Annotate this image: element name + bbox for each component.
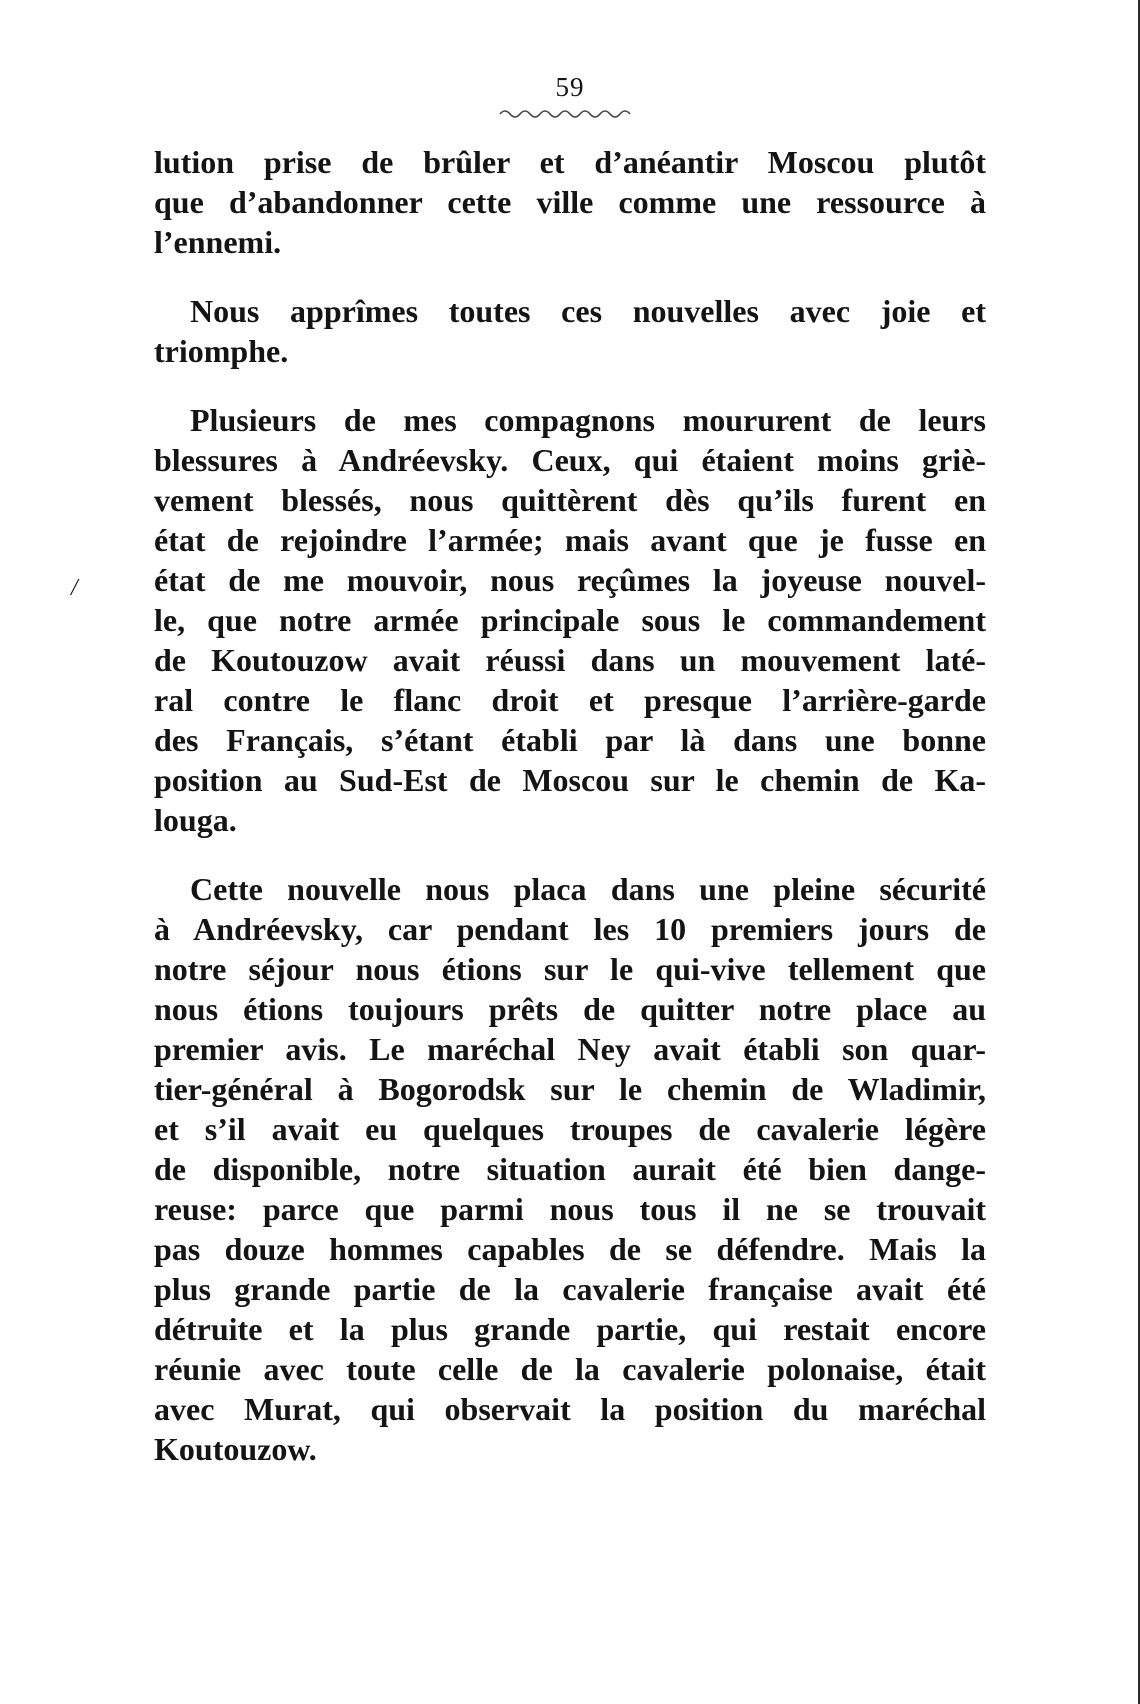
text-line: triomphe. <box>154 333 289 369</box>
text-line: tier-général à Bogorodsk sur le chemin de Wladimir, <box>154 1071 986 1107</box>
text-line: pas douze hommes capables de se défendre. Mais la <box>154 1231 986 1267</box>
paragraph-2 <box>154 291 986 371</box>
text-line: de Koutouzow avait réussi dans un mouvement laté- <box>154 642 986 678</box>
text-line: l’ennemi. <box>154 224 282 260</box>
paragraph-3 <box>154 400 986 840</box>
text-line: Koutouzow. <box>154 1431 317 1467</box>
text-line: Plusieurs de mes compagnons moururent de leurs <box>190 402 986 438</box>
body-text <box>154 142 986 1469</box>
text-line: Nous apprîmes toutes ces nouvelles avec joie et <box>190 293 986 329</box>
wavy-rule-icon <box>498 106 638 120</box>
text-line: que d’abandonner cette ville comme une ressource à <box>154 184 986 220</box>
text-line: des Français, s’étant établi par là dans une bonne <box>154 722 986 758</box>
text-line: état de me mouvoir, nous reçûmes la joyeuse nouvel- <box>154 562 986 598</box>
text-line: à Andréevsky, car pendant les 10 premiers jours de <box>154 911 986 947</box>
paragraph-4 <box>154 869 986 1469</box>
text-line: position au Sud-Est de Moscou sur le chemin de Ka- <box>154 762 986 798</box>
text-line: et s’il avait eu quelques troupes de cavalerie légère <box>154 1111 986 1147</box>
text-line: état de rejoindre l’armée; mais avant que je fusse en <box>154 522 986 558</box>
text-line: de disponible, notre situation aurait été bien dange- <box>154 1151 986 1187</box>
page-number-ornament <box>498 106 638 120</box>
text-line: vement blessés, nous quittèrent dès qu’ils furent en <box>154 482 986 518</box>
text-line: lution prise de brûler et d’anéantir Moscou plutôt <box>154 144 986 180</box>
text-line: reuse: parce que parmi nous tous il ne se trouvait <box>154 1191 986 1227</box>
text-line: détruite et la plus grande partie, qui restait encore <box>154 1311 986 1347</box>
text-line: avec Murat, qui observait la position du maréchal <box>154 1391 986 1427</box>
page-number: 59 <box>555 72 585 102</box>
text-line: le, que notre armée principale sous le commandement <box>154 602 986 638</box>
text-line: premier avis. Le maréchal Ney avait établi son quar- <box>154 1031 986 1067</box>
text-line: notre séjour nous étions sur le qui-vive tellement que <box>154 951 986 987</box>
text-line: plus grande partie de la cavalerie française avait été <box>154 1271 986 1307</box>
text-line: réunie avec toute celle de la cavalerie polonaise, était <box>154 1351 986 1387</box>
text-line: blessures à Andréevsky. Ceux, qui étaient moins griè- <box>154 442 986 478</box>
text-line: louga. <box>154 802 237 838</box>
margin-mark: / <box>71 575 78 601</box>
paragraph-1 <box>154 142 986 262</box>
text-line: nous étions toujours prêts de quitter notre place au <box>154 991 986 1027</box>
text-line: Cette nouvelle nous placa dans une pleine sécurité <box>190 871 986 907</box>
text-line: ral contre le flanc droit et presque l’arrière-garde <box>154 682 986 718</box>
